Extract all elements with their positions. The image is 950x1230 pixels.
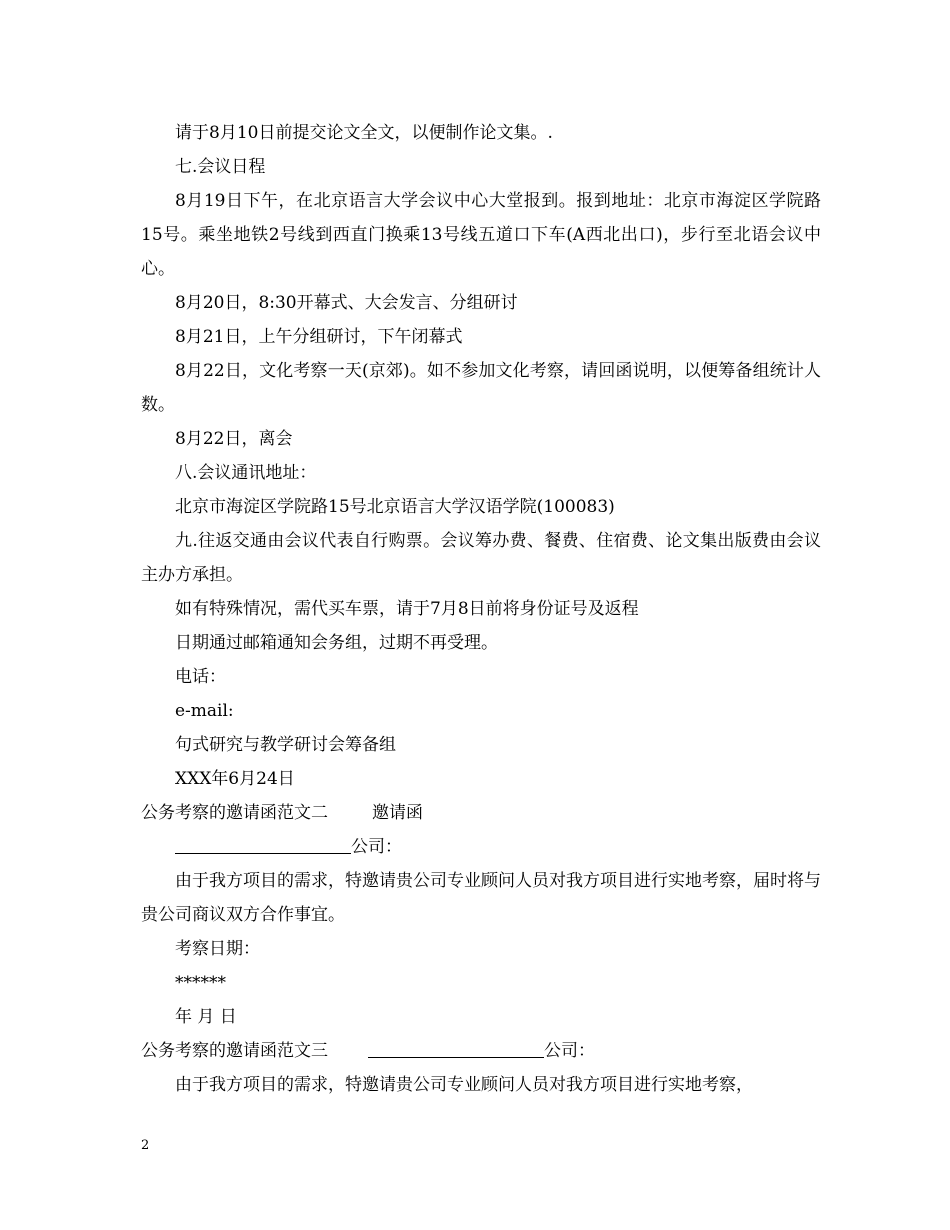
paragraph-day-20: 8月20日，8:30开幕式、大会发言、分组研讨	[175, 293, 518, 313]
paragraph-day-22-tour: 8月22日，文化考察一天(京郊)。如不参加文化考察，请回函说明，以便筹备组统计人数。	[141, 361, 821, 415]
heading-sample-three-title: 公务考察的邀请函范文三	[141, 1041, 328, 1061]
placeholder-date: 年 月 日	[175, 1007, 237, 1027]
paragraph-day-21: 8月21日，上午分组研讨，下午闭幕式	[175, 327, 463, 347]
paragraph-ticket-note-cont: 日期通过邮箱通知会务组，过期不再受理。	[175, 633, 498, 653]
page-number: 2	[141, 1138, 150, 1153]
paragraph-day-22-leave: 8月22日，离会	[175, 429, 293, 449]
label-phone: 电话：	[175, 667, 226, 687]
paragraph-registration: 8月19日下午，在北京语言大学会议中心大堂报到。报到地址：北京市海淀区学院路15号。乘坐地铁2号线到西直门换乘13号线五道口下车(A西北出口)，步行至北语会议中心。	[141, 191, 821, 279]
paragraph-submit-deadline: 请于8月10日前提交论文全文，以便制作论文集。.	[175, 123, 553, 143]
blank-line	[175, 835, 351, 854]
heading-sample-three	[141, 1034, 821, 1068]
paragraph-invitation-body-three: 由于我方项目的需求，特邀请贵公司专业顾问人员对我方项目进行实地考察，	[175, 1075, 753, 1095]
paragraph-invitation-body: 由于我方项目的需求，特邀请贵公司专业顾问人员对我方项目进行实地考察，届时将与贵公司商议双方合作事宜。	[141, 871, 821, 925]
label-email: e-mail:	[175, 701, 234, 721]
signature-date: XXX年6月24日	[175, 769, 295, 789]
paragraph-address: 北京市海淀区学院路15号北京语言大学汉语学院(100083)	[175, 497, 615, 517]
addressee-line	[141, 830, 821, 864]
label-inspection-date: 考察日期：	[175, 939, 260, 959]
heading-schedule: 七.会议日程	[175, 157, 266, 177]
heading-invitation: 邀请函	[372, 803, 423, 823]
paragraph-transport: 九.往返交通由会议代表自行购票。会议筹办费、餐费、住宿费、论文集出版费由会议主办方承担。	[141, 531, 821, 585]
paragraph-ticket-note: 如有特殊情况，需代买车票，请于7月8日前将身份证号及返程	[175, 599, 639, 619]
heading-sample-two	[141, 796, 821, 830]
signature-committee: 句式研究与教学研讨会筹备组	[175, 735, 396, 755]
blank-line	[368, 1039, 544, 1058]
placeholder-stars: ******	[175, 973, 226, 993]
addressee-suffix: 公司：	[351, 837, 402, 857]
heading-sample-two-title: 公务考察的邀请函范文二	[141, 803, 328, 823]
heading-address: 八.会议通讯地址：	[175, 463, 317, 483]
addressee-suffix-three: 公司：	[544, 1041, 595, 1061]
document-body	[141, 116, 821, 1102]
